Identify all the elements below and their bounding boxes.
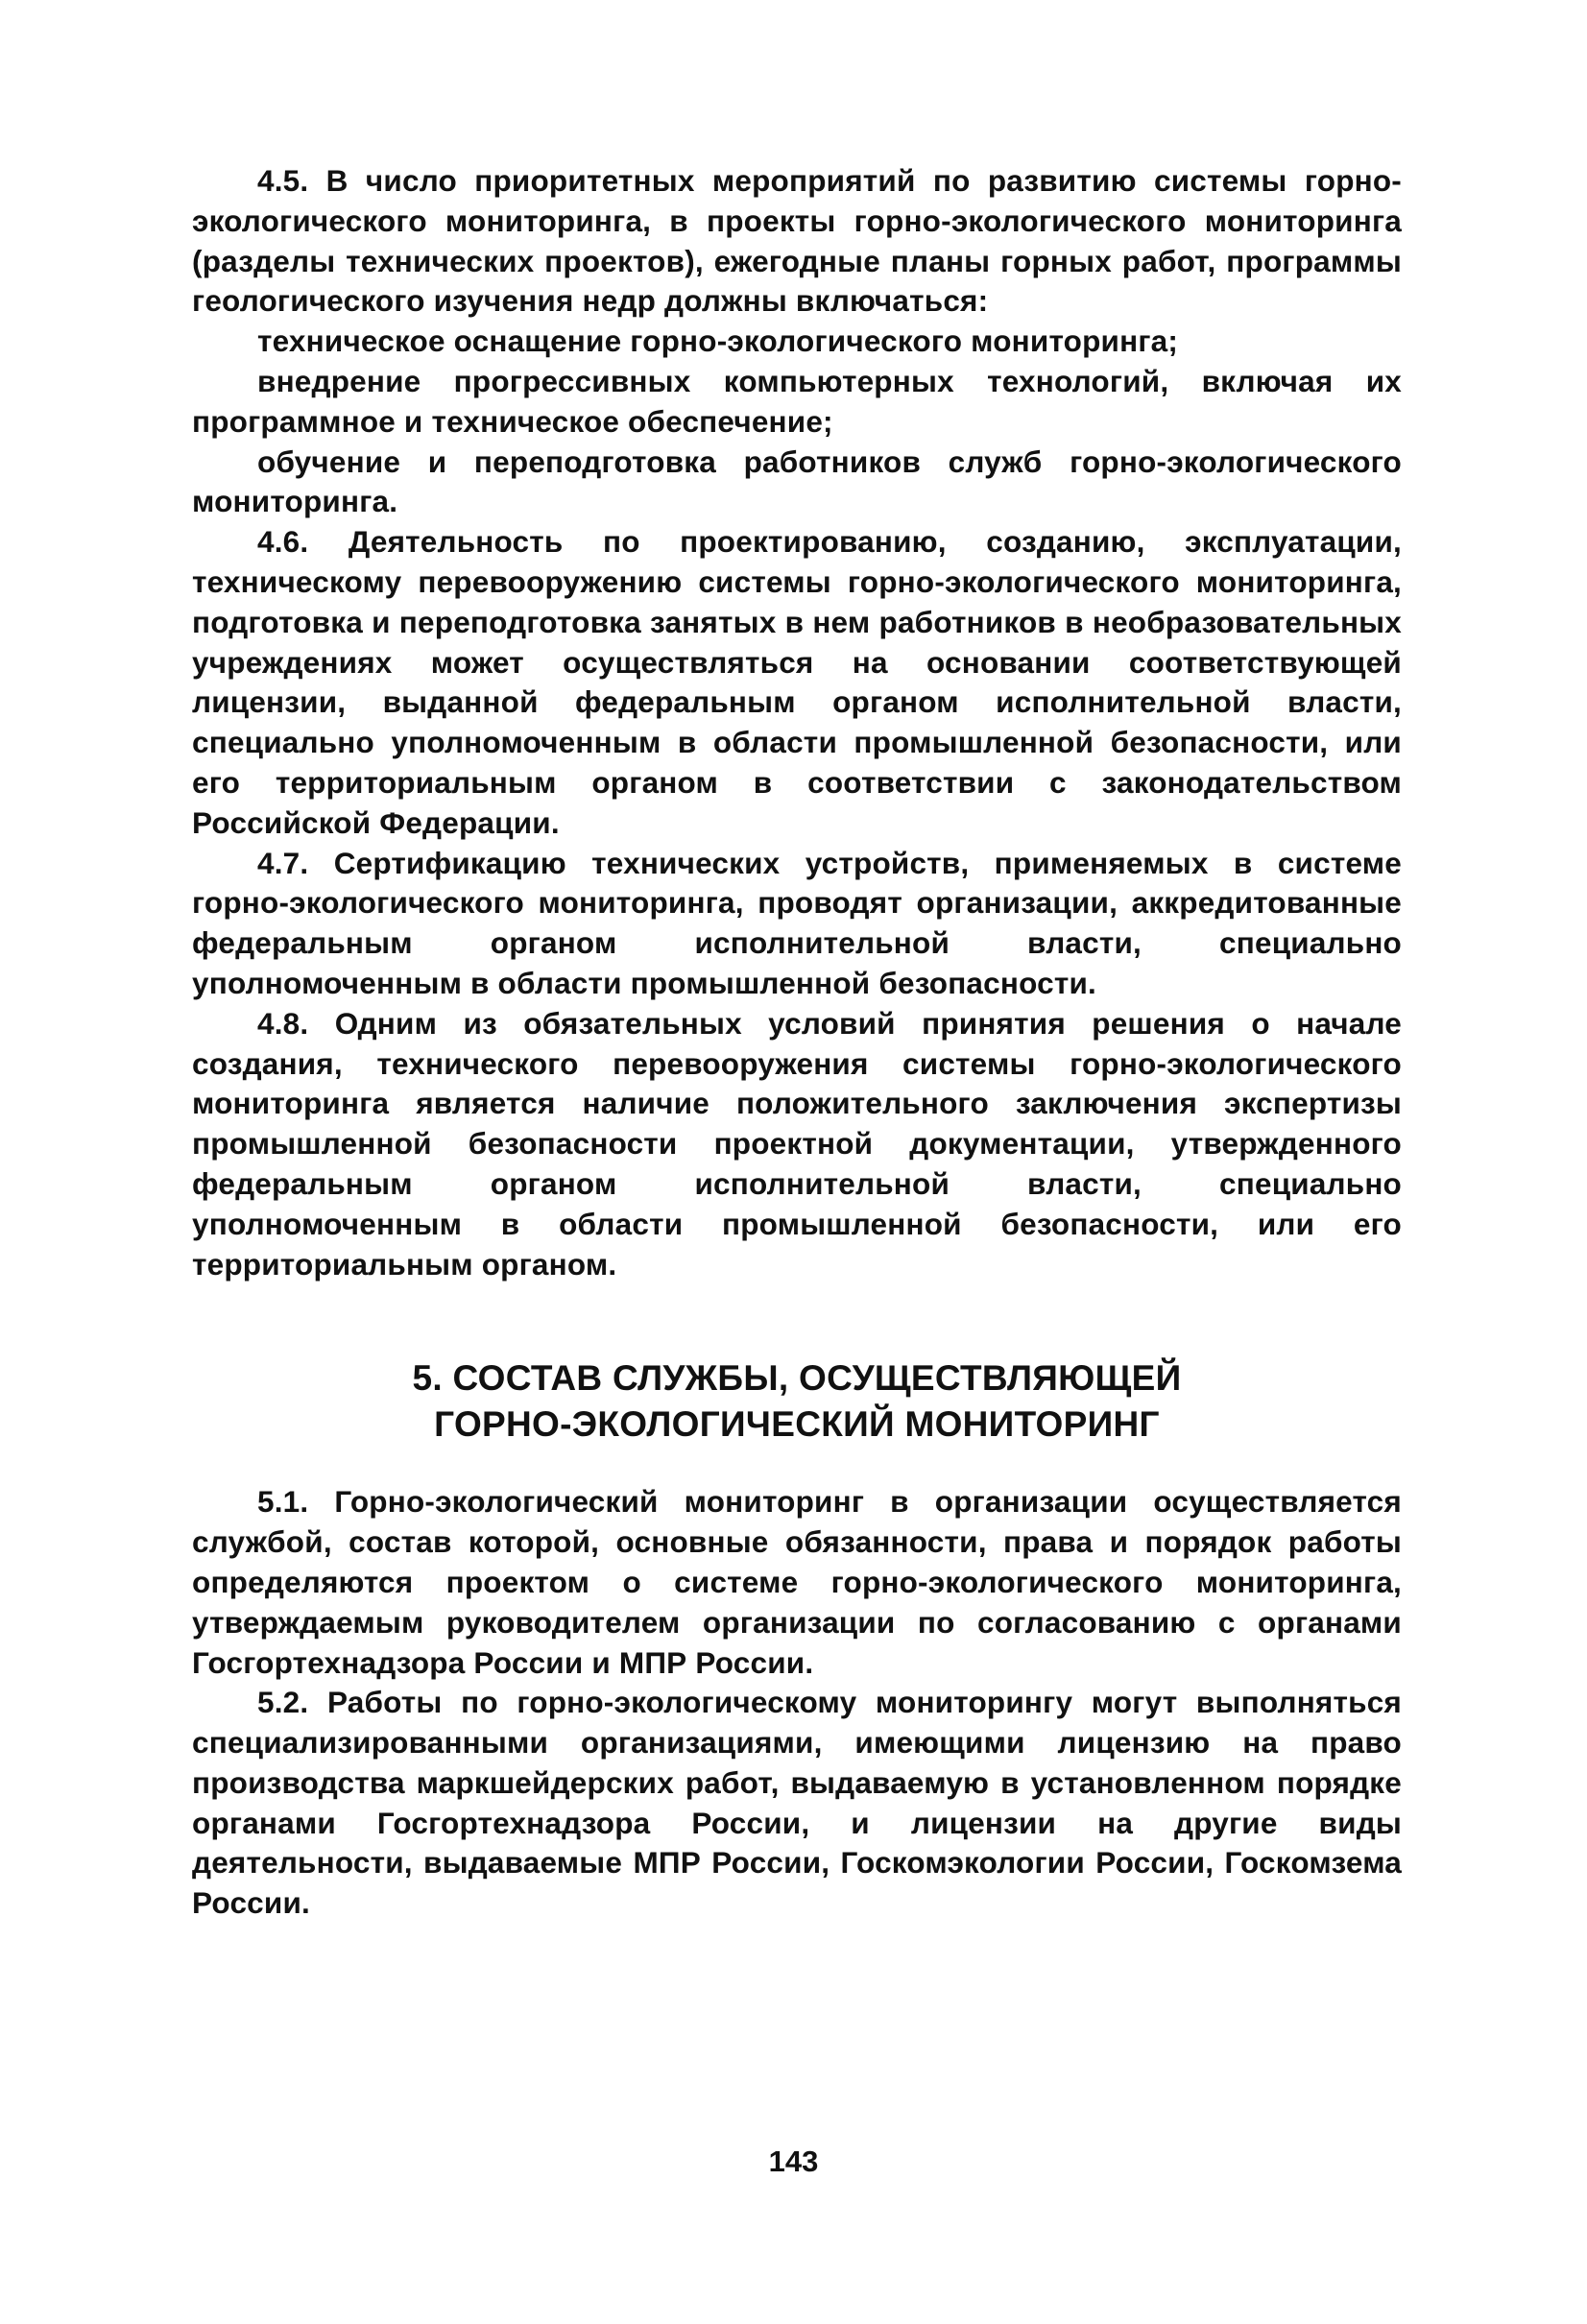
paragraph-4-7: 4.7. Сертификацию технических устройств, применяемых в системе горно-экологического мониторинга, проводят организации, аккредитованные федеральным органом исполнительной власти, специально уполномоченным в области промышленной безопасности. — [192, 845, 1402, 1000]
paragraph-4-6: 4.6. Деятельность по проектированию, созданию, эксплуатации, техническому перевооружению системы горно-экологического мониторинга, подготовка и переподготовка занятых в нем работников в необразовательных учреждениях может осуществляться на основании соответствующей лицензии, выданной федеральным органом исполнительной власти, специально уполномоченным в области промышленной безопасности, или его территориальным органом в соответствии с законодательством Российской Федерации. — [192, 524, 1402, 840]
list-item-equipment: техническое оснащение горно-экологического мониторинга; — [257, 323, 1179, 359]
paragraph-5-1: 5.1. Горно-экологический мониторинг в организации осуществляется службой, состав которой, основные обязанности, права и порядок работы определяются проектом о системе горно-экологического мониторинга, утверждаемым руководителем организации по согласованию с органами Госгортехнадзора России и МПР России. — [192, 1484, 1402, 1680]
section-heading-line1: 5. СОСТАВ СЛУЖБЫ, ОСУЩЕСТВЛЯЮЩЕЙ — [412, 1358, 1182, 1399]
paragraph-4-5: 4.5. В число приоритетных мероприятий по развитию системы горно-экологического мониторинга, в проекты горно-экологического мониторинга (разделы технических проектов), ежегодные планы горных работ, программы геологического изучения недр должны включаться: — [192, 163, 1402, 319]
document-page — [192, 161, 1402, 1924]
section-heading-line2: ГОРНО-ЭКОЛОГИЧЕСКИЙ МОНИТОРИНГ — [434, 1404, 1160, 1445]
paragraph-5-2: 5.2. Работы по горно-экологическому мониторингу могут выполняться специализированными организациями, имеющими лицензию на право производства маркшейдерских работ, выдаваемую в установленном порядке органами Госгортехнадзора России, и лицензии на другие виды деятельности, выдаваемые МПР России, Госкомэкологии России, Госкомзема России. — [192, 1685, 1402, 1921]
page-number: 143 — [768, 2144, 819, 2178]
paragraph-4-8: 4.8. Одним из обязательных условий принятия решения о начале создания, технического перевооружения системы горно-экологического мониторинга является наличие положительного заключения экспертизы промышленной безопасности проектной документации, утвержденного федеральным органом исполнительной власти, специально уполномоченным в области промышленной безопасности, или его территориальным органом. — [192, 1005, 1402, 1282]
list-item-training: обучение и переподготовка работников служб горно-экологического мониторинга. — [192, 443, 1402, 519]
section-heading — [192, 1355, 1402, 1448]
list-item-technologies: внедрение прогрессивных компьютерных технологий, включая их программное и техническое обеспечение; — [192, 363, 1402, 439]
